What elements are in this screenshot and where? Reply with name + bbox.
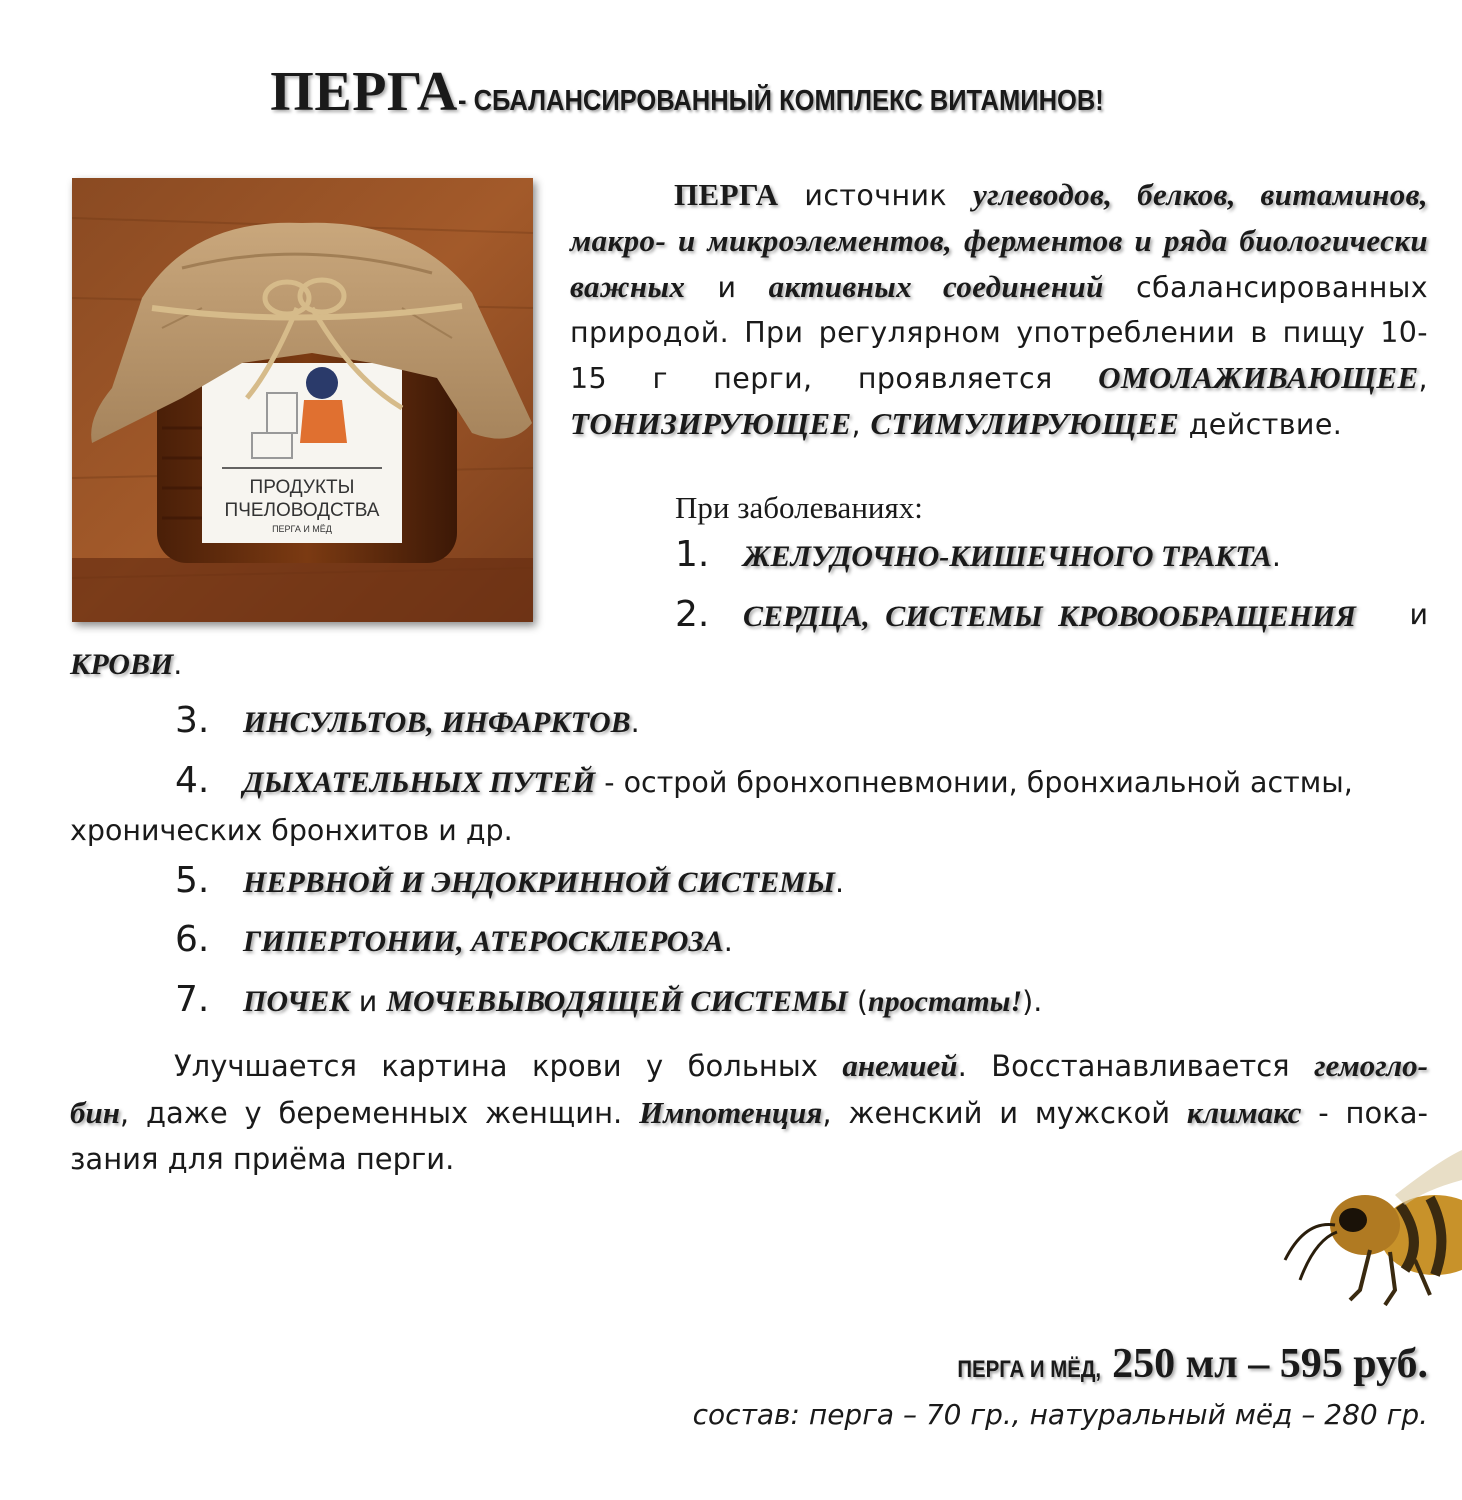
list-item-paren: ( <box>847 985 868 1018</box>
list-item <box>175 977 1042 1024</box>
blood-text: , даже у беременных женщин. <box>119 1096 640 1130</box>
price-label: ПЕРГА И МЁД, <box>957 1356 1102 1383</box>
price-line <box>932 1340 1428 1388</box>
list-item-text: простаты! <box>867 985 1023 1018</box>
blood-line-2 <box>70 1090 1428 1136</box>
list-item <box>175 698 640 745</box>
intro-text-2: и <box>685 271 769 304</box>
list-item-end: ). <box>1022 985 1043 1018</box>
list-item-end: . <box>723 925 733 958</box>
list-item <box>175 858 844 905</box>
blood-line-3: зания для приёма перги. <box>70 1142 455 1176</box>
effect-stimulating: СТИМУЛИРУЮЩЕЕ <box>870 406 1180 441</box>
list-item-text: МОЧЕВЫВОДЯЩЕЙ СИСТЕМЫ <box>386 985 848 1018</box>
list-number: 6. <box>175 919 210 960</box>
blood-emphasis: бин <box>70 1095 120 1130</box>
intro-text-1: источник <box>778 179 973 212</box>
list-item-text: ДЫХАТЕЛЬНЫХ ПУТЕЙ <box>243 766 596 799</box>
list-number: 7. <box>175 979 210 1020</box>
intro-text-4: действие. <box>1179 408 1343 441</box>
label-line2: ПЧЕЛОВОДСТВА <box>224 500 380 521</box>
list-number: 3. <box>175 700 210 741</box>
list-item-and: и <box>1409 598 1428 631</box>
intro-emphasis-2: активных соединений <box>768 269 1104 304</box>
list-item-continuation: хронических бронхитов и др. <box>70 814 513 847</box>
list-item-end: . <box>630 706 640 739</box>
list-item-text: СЕРДЦА, СИСТЕМЫ КРОВООБРАЩЕНИЯ <box>743 600 1356 633</box>
list-number: 2. <box>675 594 710 635</box>
label-line1: ПРОДУКТЫ <box>249 477 355 498</box>
list-item-text: НЕРВНОЙ И ЭНДОКРИННОЙ СИСТЕМЫ <box>243 866 835 899</box>
blood-text: . Восстанавливается <box>957 1049 1315 1083</box>
list-item-end: . <box>835 866 845 899</box>
title-subtitle: - СБАЛАНСИРОВАННЫЙ КОМПЛЕКС ВИТАМИНОВ! <box>457 85 1104 117</box>
blood-line-1 <box>70 1043 1428 1089</box>
intro-text-3: сбалансированных природой. При регулярном употреблении в пищу 10-15 г перги, проявляется <box>570 271 1428 395</box>
list-item <box>675 532 1281 579</box>
blood-text: Улучшается картина крови у больных <box>174 1049 843 1083</box>
price-value: 250 мл – 595 руб. <box>1101 1341 1428 1387</box>
list-item-and: и <box>349 985 387 1018</box>
bee-image <box>1265 1140 1462 1310</box>
title-main: ПЕРГА <box>270 61 458 123</box>
list-number: 1. <box>675 534 710 575</box>
list-item-text: ПОЧЕК <box>243 985 350 1018</box>
blood-emphasis: анемией <box>842 1048 958 1083</box>
effect-rejuvenating: ОМОЛАЖИВАЮЩЕЕ <box>1098 360 1419 395</box>
list-item-text: ИНСУЛЬТОВ, ИНФАРКТОВ <box>243 706 631 739</box>
list-item-end: . <box>1271 540 1281 573</box>
composition-text: состав: перга – 70 гр., натуральный мёд – 280 гр. <box>692 1398 1428 1431</box>
label-line3: ПЕРГА И МЁД <box>272 524 332 534</box>
blood-emphasis: Импотенция <box>639 1095 823 1130</box>
list-item-text: КРОВИ <box>70 648 174 681</box>
blood-text: - пока- <box>1301 1096 1428 1130</box>
blood-text: , женский и мужской <box>822 1096 1187 1130</box>
blood-emphasis: гемогло- <box>1314 1048 1428 1083</box>
list-item <box>175 917 733 964</box>
list-item <box>175 758 1353 805</box>
intro-emphasis-1: углеводов, белков, витаминов, макро- и микроэлементов, ферментов и ряда биологически важных <box>570 177 1428 304</box>
list-item <box>675 592 1428 639</box>
list-item-continuation <box>70 642 182 687</box>
list-item-end: . <box>173 648 183 681</box>
product-jar-image <box>72 178 533 622</box>
blood-emphasis: климакс <box>1186 1095 1302 1130</box>
list-number: 4. <box>175 760 210 801</box>
effect-tonic: ТОНИЗИРУЮЩЕЕ <box>570 406 852 441</box>
list-item-rest: - острой бронхопневмонии, бронхиальной астмы, <box>595 766 1353 799</box>
list-item-text: ЖЕЛУДОЧНО-КИШЕЧНОГО ТРАКТА <box>743 540 1272 573</box>
list-item-text: ГИПЕРТОНИИ, АТЕРОСКЛЕРОЗА <box>243 925 724 958</box>
diseases-label: При заболеваниях: <box>675 490 923 525</box>
intro-paragraph <box>570 172 1428 447</box>
intro-perga: ПЕРГА <box>674 177 779 212</box>
intro-sep-2: , <box>851 408 871 441</box>
page-title <box>0 60 1462 124</box>
intro-sep-1: , <box>1418 362 1428 395</box>
list-number: 5. <box>175 860 210 901</box>
